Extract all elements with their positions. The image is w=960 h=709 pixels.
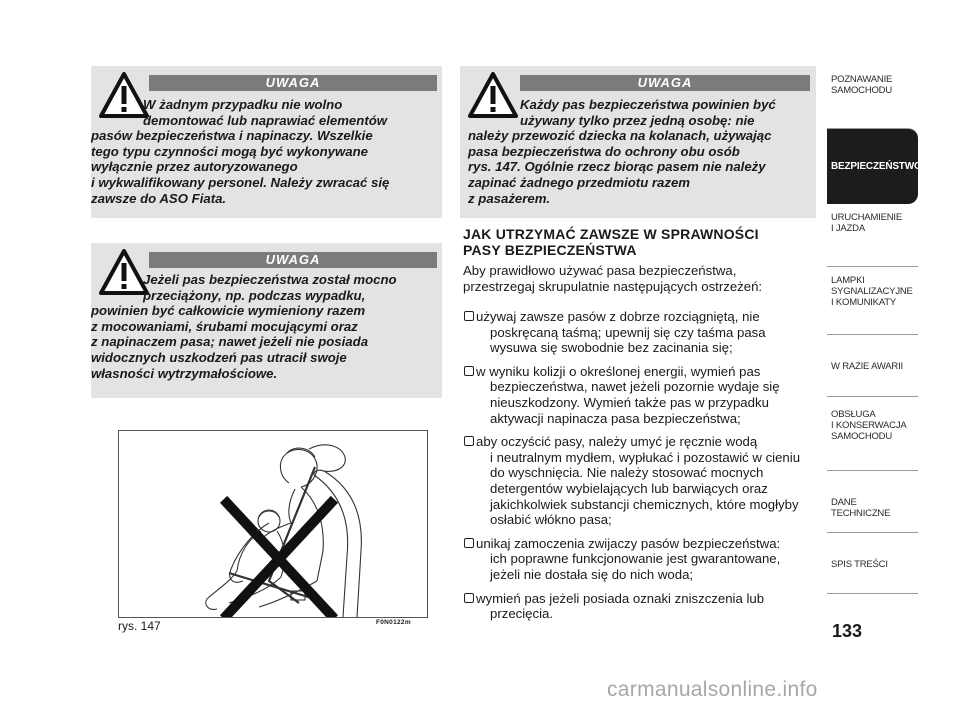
warning-line: rys. 147. Ogólnie rzecz biorąc pasem nie należy (468, 159, 766, 175)
warning-box-3 (460, 66, 816, 218)
warning-line: wyłącznie przez autoryzowanego (91, 159, 298, 175)
list-item: używaj zawsze pasów z dobrze rozciągniętą, nie poskręcaną taśmą; upewnij się czy taśma pasa wysuwa się swobodnie bez zacinania się; (463, 309, 815, 356)
warning-line: pasów bezpieczeństwa i napinaczy. Wszelkie (91, 128, 373, 144)
list-item: w wyniku kolizji o określonej energii, wymień pas bezpieczeństwa, nawet jeżeli pozornie wydaje się nieuszkodzony. Wymień także pas w przypadku aktywacji napinacza pasa bezpieczeństwa; (463, 364, 815, 426)
intro-line: przestrzegaj skrupulatnie następujących ostrzeżeń: (463, 278, 763, 294)
warning-line: z pasażerem. (468, 190, 551, 206)
warning-line: Każdy pas bezpieczeństwa powinien być (520, 97, 776, 112)
warning-text (468, 97, 813, 206)
warning-title: UWAGA (149, 252, 437, 268)
tab-lampki-sygnalizacyjne[interactable]: LAMPKI SYGNALIZACYJNE I KOMUNIKATY (827, 266, 918, 334)
warning-line: własności wytrzymałościowe. (91, 365, 278, 381)
section-heading (463, 227, 813, 258)
list-item: wymień pas jeżeli posiada oznaki zniszczenia lub przecięcia. (463, 591, 815, 622)
intro-line: Aby prawidłowo używać pasa bezpieczeństwa, (463, 263, 737, 278)
warning-line: z mocowaniami, śrubami mocującymi oraz (91, 318, 358, 334)
warning-line: pasa bezpieczeństwa do ochrony obu osób (468, 143, 740, 159)
section-intro (463, 263, 815, 294)
warning-title: UWAGA (520, 75, 810, 91)
warning-line: widocznych uszkodzeń pas utracił swoje (91, 349, 347, 365)
tab-poznawanie-samochodu[interactable]: POZNAWANIE SAMOCHODU (831, 74, 893, 96)
warning-line: zapinać żadnego przedmiotu razem (468, 174, 691, 190)
heading-line: JAK UTRZYMAĆ ZAWSZE W SPRAWNOŚCI (463, 226, 759, 242)
checkbox-bullet-icon (464, 366, 474, 376)
checkbox-bullet-icon (464, 593, 474, 603)
warning-line: demontować lub naprawiać elementów (143, 112, 388, 128)
warning-line: W żadnym przypadku nie wolno (143, 97, 343, 112)
warning-line: powinien być całkowicie wymieniony razem (91, 303, 366, 319)
bullet-list (463, 309, 815, 630)
list-item: aby oczyścić pasy, należy umyć je ręcznie wodą i neutralnym mydłem, wypłukać i pozostawić w cieniu do wyschnięcia. Nie należy stosować mocnych detergentów wybielających lub barwiących oraz jakichkolwiek substancji chemicznych, które mogłyby osłabić włókno pasa; (463, 434, 815, 528)
tab-obsluga-i-konserwacja[interactable]: OBSŁUGA I KONSERWACJA SAMOCHODU (827, 396, 918, 470)
tab-spis-tresci[interactable]: SPIS TREŚCI (827, 532, 918, 594)
warning-box-1 (91, 66, 442, 218)
warning-line: zawsze do ASO Fiata. (91, 190, 227, 206)
warning-line: przeciążony, np. podczas wypadku, (143, 287, 366, 303)
seat-child-illustration (119, 431, 427, 617)
warning-line: i wykwalifikowany personel. Należy zwracać się (91, 174, 390, 190)
warning-text (91, 97, 436, 206)
tab-bezpieczenstwo[interactable]: BEZPIECZEŃSTWO (827, 128, 918, 204)
warning-box-2 (91, 243, 442, 398)
warning-line: należy przewozić dziecka na kolanach, używając (468, 128, 772, 144)
checkbox-bullet-icon (464, 538, 474, 548)
figure-caption: rys. 147 (118, 619, 161, 633)
checkbox-bullet-icon (464, 311, 474, 321)
warning-title: UWAGA (149, 75, 437, 91)
tab-w-razie-awarii[interactable]: W RAZIE AWARII (827, 334, 918, 396)
tab-dane-techniczne[interactable]: DANE TECHNICZNE (827, 470, 918, 532)
figure-illustration (118, 430, 428, 618)
heading-line: PASY BEZPIECZEŃSTWA (463, 241, 637, 258)
figure-code: F0N0122m (376, 619, 411, 626)
warning-line: Jeżeli pas bezpieczeństwa został mocno (143, 272, 397, 287)
list-item: unikaj zamoczenia zwijaczy pasów bezpieczeństwa: ich poprawne funkcjonowanie jest gwarantowane, jeżeli nie dostała się do nich woda; (463, 536, 815, 583)
chapter-tabs (827, 66, 922, 594)
warning-text (91, 272, 436, 381)
warning-line: z napinaczem pasa; nawet jeżeli nie posiada (91, 334, 369, 350)
checkbox-bullet-icon (464, 436, 474, 446)
warning-line: tego typu czynności mogą być wykonywane (91, 143, 369, 159)
page-number: 133 (832, 621, 863, 641)
tab-uruchamienie-i-jazda[interactable]: URUCHAMIENIE I JAZDA (831, 212, 902, 234)
warning-line: używany tylko przez jedną osobę: nie (520, 112, 755, 128)
watermark-text[interactable]: carmanualsonline.info (607, 678, 818, 701)
